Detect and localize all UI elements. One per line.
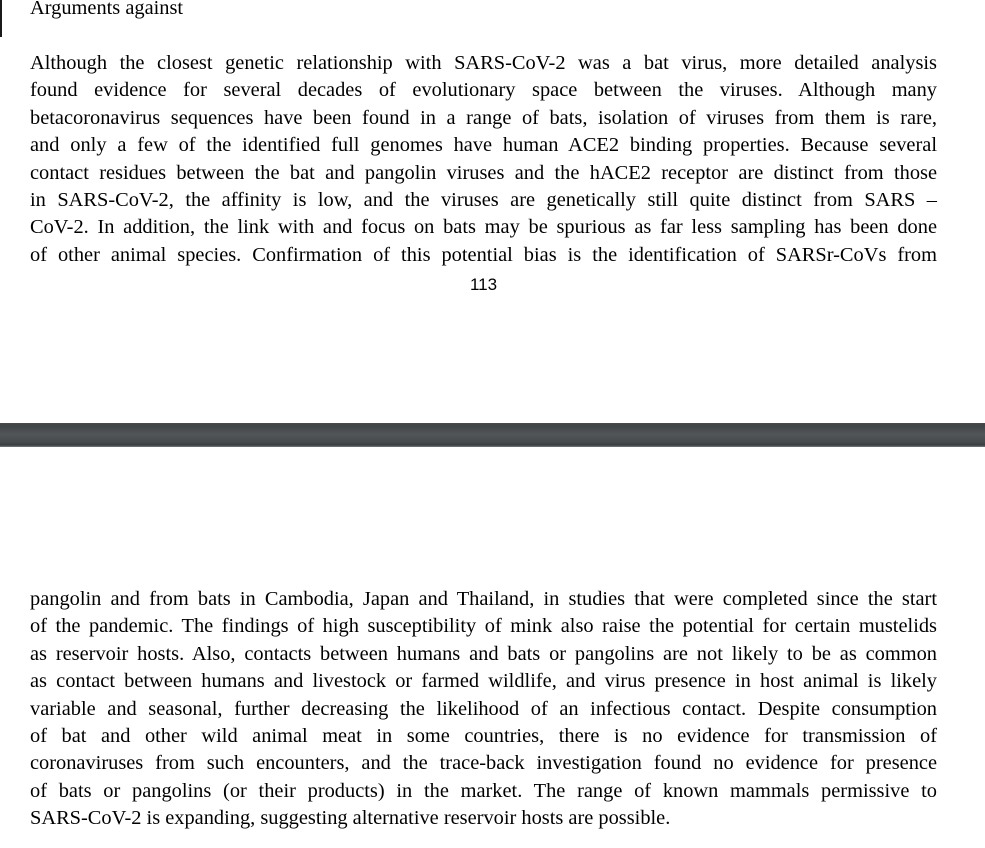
paragraph-arguments-against [30, 50, 937, 269]
text-line: as contact between humans and livestock or farmed wildlife, and virus presence in host animal is likely [30, 670, 937, 693]
text-line: in SARS-CoV-2, the affinity is low, and the viruses are genetically still quite distinct from SARS – [30, 188, 937, 211]
text-line: coronaviruses from such encounters, and the trace-back investigation found no evidence for presence [30, 752, 937, 775]
section-heading: Arguments against [30, 0, 184, 19]
text-line: as reservoir hosts. Also, contacts between humans and bats or pangolins are not likely to be as common [30, 642, 937, 665]
text-line: variable and seasonal, further decreasing the likelihood of an infectious contact. Despite consumption [30, 697, 937, 720]
left-edge-line [0, 0, 2, 37]
text-line: of bats or pangolins (or their products) in the market. The range of known mammals permissive to [30, 779, 937, 802]
text-line: and only a few of the identified full genomes have human ACE2 binding properties. Because several [30, 134, 937, 157]
text-line: found evidence for several decades of evolutionary space between the viruses. Although many [30, 79, 937, 102]
text-line: of other animal species. Confirmation of this potential bias is the identification of SARSr-CoVs from [30, 243, 937, 266]
paragraph-continued [30, 586, 937, 833]
text-line: contact residues between the bat and pangolin viruses and the hACE2 receptor are distinct from those [30, 161, 937, 184]
text-line: CoV-2. In addition, the link with and focus on bats may be spurious as far less sampling has been done [30, 216, 937, 239]
text-line: betacoronavirus sequences have been found in a range of bats, isolation of viruses from them is rare, [30, 106, 937, 129]
text-line: of the pandemic. The findings of high susceptibility of mink also raise the potential for certain mustelids [30, 615, 937, 638]
text-line: Although the closest genetic relationship with SARS-CoV-2 was a bat virus, more detailed analysis [30, 52, 937, 74]
page-separator-bar [0, 423, 985, 447]
text-line: of bat and other wild animal meat in some countries, there is no evidence for transmission of [30, 724, 937, 747]
page-number: 113 [469, 275, 498, 294]
text-line: SARS-CoV-2 is expanding, suggesting alternative reservoir hosts are possible. [30, 807, 671, 830]
text-line: pangolin and from bats in Cambodia, Japan and Thailand, in studies that were completed since the start [30, 588, 937, 610]
